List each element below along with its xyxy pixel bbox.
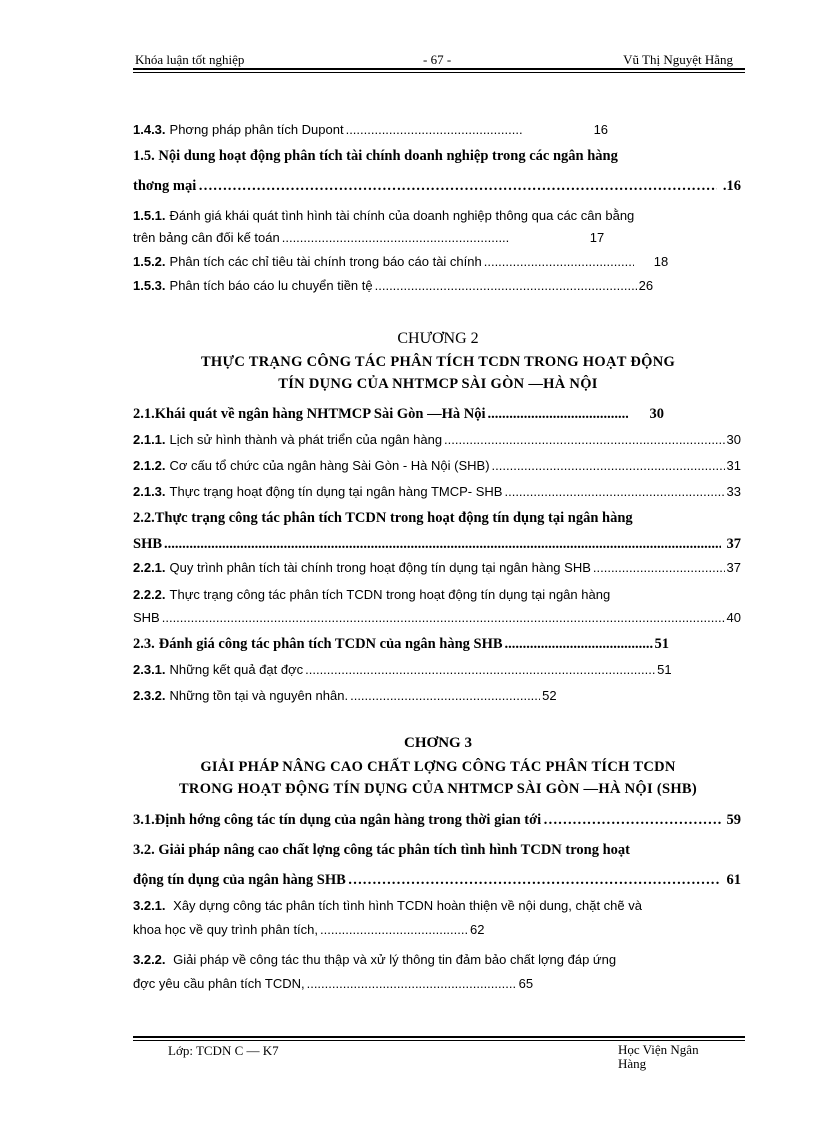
toc-entry-text: Những tồn tại và nguyên nhân.: [169, 688, 349, 703]
toc-entry-page: 31: [726, 458, 741, 473]
toc-entry-text: Khái quát về ngân hàng NHTMCP Sài Gòn —Hà Nội: [154, 406, 486, 422]
header-author: Vũ Thị Nguyệt Hằng: [623, 52, 733, 67]
toc-entry-text: Thực trạng công tác phân tích TCDN trong hoạt động tín dụng tại ngân hàng: [154, 510, 633, 526]
toc-entry-page: 26: [638, 278, 654, 293]
toc-entry-text: Đánh giá khái quát tình hình tài chính của doanh nghiệp thông qua các cân bằng: [169, 208, 635, 223]
toc-entry: 1.5.2. Phân tích các chỉ tiêu tài chính trong báo cáo tài chính ..... 18: [133, 254, 741, 278]
footer-class: Lớp: TCDN C — K7: [168, 1043, 279, 1058]
toc-entry-page: 37: [726, 536, 741, 552]
toc-entry: 1.5.1. Đánh giá khái quát tình hình tài chính của doanh nghiệp thông qua các cân bằng: [133, 208, 635, 223]
toc-entry: 2.1. Khái quát về ngân hàng NHTMCP Sài Gòn —Hà Nội ..... 30: [133, 406, 741, 432]
toc-chapter-2: [133, 406, 741, 714]
chapter-3-title-line1: GIẢI PHÁP NÂNG CAO CHẤT LỢNG CÔNG TÁC PHÂN TÍCH TCDN: [200, 759, 676, 775]
toc-entry-text: Định hớng công tác tín dụng của ngân hàng trong thời gian tới: [154, 812, 542, 828]
chapter-3-title-line2: TRONG HOẠT ĐỘNG TÍN DỤNG CỦA NHTMCP SÀI GÒN —HÀ NỘI (SHB): [178, 781, 698, 797]
toc-entry-text: Thực trạng công tác phân tích TCDN trong hoạt động tín dụng tại ngân hàng: [169, 587, 611, 602]
chapter-2-title-line1: THỰC TRẠNG CÔNG TÁC PHÂN TÍCH TCDN TRONG HOẠT ĐỘNG: [200, 354, 676, 370]
footer-rule: [133, 1036, 745, 1038]
toc-entry: 1.4.3. Phơng pháp phân tích Dupont ..... 16: [133, 122, 741, 148]
chapter-2-heading: [133, 330, 743, 398]
toc-entry-page: 51: [654, 636, 670, 652]
toc-entry: 3.2. Giải pháp nâng cao chất lợng công tác phân tích tình hình TCDN trong hoạt: [133, 842, 630, 858]
toc-entry: 2.2.1. Quy trình phân tích tài chính trong hoạt động tín dụng tại ngân hàng SHB ..... 37: [133, 560, 741, 586]
chapter-2-label: CHƯƠNG 2: [397, 330, 479, 347]
toc-entry-page: 17: [589, 230, 605, 245]
toc-entry-page: .16: [722, 178, 741, 194]
toc-entry-text: Phân tích các chỉ tiêu tài chính trong báo cáo tài chính: [169, 254, 482, 269]
toc-chapter-3: [133, 812, 741, 1000]
toc-entry-cont: trên bảng cân đối kế toán ..... 17: [133, 230, 741, 254]
toc-entry-text: Giải pháp nâng cao chất lợng công tác phân tích tình hình TCDN trong hoạt: [158, 842, 630, 858]
toc-entry-page: 51: [657, 662, 672, 677]
toc-entry: 2.2.Thực trạng công tác phân tích TCDN trong hoạt động tín dụng tại ngân hàng: [133, 510, 633, 526]
toc-entry-page: 59: [726, 812, 741, 828]
chapter-3-heading: [133, 735, 743, 803]
toc-entry-text: Những kết quả đạt đợc: [169, 662, 304, 677]
toc-entry-page: 37: [726, 560, 741, 575]
header-thesis-label: Khóa luận tốt nghiệp: [135, 52, 245, 67]
toc-entry-text: Thực trạng hoạt động tín dụng tại ngân hàng TMCP- SHB: [169, 484, 503, 499]
footer-rule-thin: [133, 1040, 745, 1041]
chapter-2-title-line2: TÍN DỤNG CỦA NHTMCP SÀI GÒN —HÀ NỘI: [278, 376, 598, 392]
header-rule-thin: [133, 72, 745, 73]
toc-entry: 3.2.2. Giải pháp về công tác thu thập và xử lý thông tin đảm bảo chất lợng đáp ứng: [133, 952, 617, 967]
footer-institution: Học Viện Ngân Hàng: [618, 1042, 699, 1071]
toc-entry-cont: khoa học về quy trình phân tích, ..... 62: [133, 922, 741, 952]
toc-entry: 2.1.1. Lịch sử hình thành và phát triển của ngân hàng ..... 30: [133, 432, 741, 458]
toc-entry-text: Lịch sử hình thành và phát triển của ngân hàng: [169, 432, 443, 447]
toc-entry-text: Giải pháp về công tác thu thập và xử lý thông tin đảm bảo chất lợng đáp ứng: [173, 952, 617, 967]
toc-entry-text: Nội dung hoạt động phân tích tài chính doanh nghiệp trong các ngân hàng: [158, 148, 618, 164]
toc-entry-cont: SHB ..... 40: [133, 610, 741, 636]
toc-entry-page: 40: [726, 610, 741, 625]
toc-entry: 1.5. Nội dung hoạt động phân tích tài chính doanh nghiệp trong các ngân hàng: [133, 148, 618, 164]
toc-entry-cont: SHB ..... 37: [133, 536, 741, 560]
toc-entry-page: 62: [470, 922, 485, 937]
toc-entry-page: 18: [653, 254, 669, 269]
page-number: - 67 -: [423, 52, 452, 67]
toc-entry: 2.3. Đánh giá công tác phân tích TCDN của ngân hàng SHB ..... 51: [133, 636, 741, 662]
toc-entry-cont: động tín dụng của ngân hàng SHB ……………………………………………………………………………………………………………………………………………………………………………………… 61: [133, 872, 741, 898]
toc-entry-page: 30: [726, 432, 741, 447]
toc-entry-text: Cơ cấu tổ chức của ngân hàng Sài Gòn - Hà Nội (SHB): [169, 458, 490, 473]
toc-entry: 3.2.1. Xây dựng công tác phân tích tình hình TCDN hoàn thiện về nội dung, chặt chẽ và: [133, 898, 642, 913]
toc-section-1: [133, 122, 741, 302]
toc-entry: 2.1.2. Cơ cấu tổ chức của ngân hàng Sài Gòn - Hà Nội (SHB) ..... 31: [133, 458, 741, 484]
toc-entry: 2.3.2. Những tồn tại và nguyên nhân. ..... 52: [133, 688, 741, 714]
toc-entry-page: 16: [593, 122, 609, 137]
toc-entry-text: Phơng pháp phân tích Dupont: [169, 122, 344, 137]
toc-entry-page: 30: [649, 406, 664, 422]
toc-entry-page: 33: [726, 484, 741, 499]
toc-entry-text: Xây dựng công tác phân tích tình hình TCDN hoàn thiện về nội dung, chặt chẽ và: [173, 898, 642, 913]
toc-entry: 2.2.2. Thực trạng công tác phân tích TCDN trong hoạt động tín dụng tại ngân hàng: [133, 587, 611, 602]
toc-entry-page: 52: [542, 688, 557, 703]
toc-entry: 1.5.3. Phân tích báo cáo lu chuyển tiền tệ ..... 26: [133, 278, 741, 302]
toc-entry: 3.1. Định hớng công tác tín dụng của ngân hàng trong thời gian tới ……………………………………………………………………………………………………………………………………………………………………………………… 59: [133, 812, 741, 842]
toc-entry-text: Quy trình phân tích tài chính trong hoạt động tín dụng tại ngân hàng SHB: [169, 560, 591, 575]
toc-entry: 2.3.1. Những kết quả đạt đợc ..... 51: [133, 662, 741, 688]
toc-entry-cont: đợc yêu cầu phân tích TCDN, ..... 65: [133, 976, 741, 1000]
toc-entry-page: 65: [518, 976, 534, 991]
toc-entry-cont: thơng mại ……………………………………………………………………………………………………………………………………………………………………………………… .16: [133, 178, 741, 208]
toc-entry-text: Đánh giá công tác phân tích TCDN của ngân hàng SHB: [158, 636, 503, 652]
header-rule: [133, 68, 745, 70]
toc-entry-page: 61: [726, 872, 741, 888]
toc-entry-text: Phân tích báo cáo lu chuyển tiền tệ: [169, 278, 373, 293]
chapter-3-label: CHƠNG 3: [404, 735, 472, 751]
toc-entry: 2.1.3. Thực trạng hoạt động tín dụng tại ngân hàng TMCP- SHB ..... 33: [133, 484, 741, 510]
